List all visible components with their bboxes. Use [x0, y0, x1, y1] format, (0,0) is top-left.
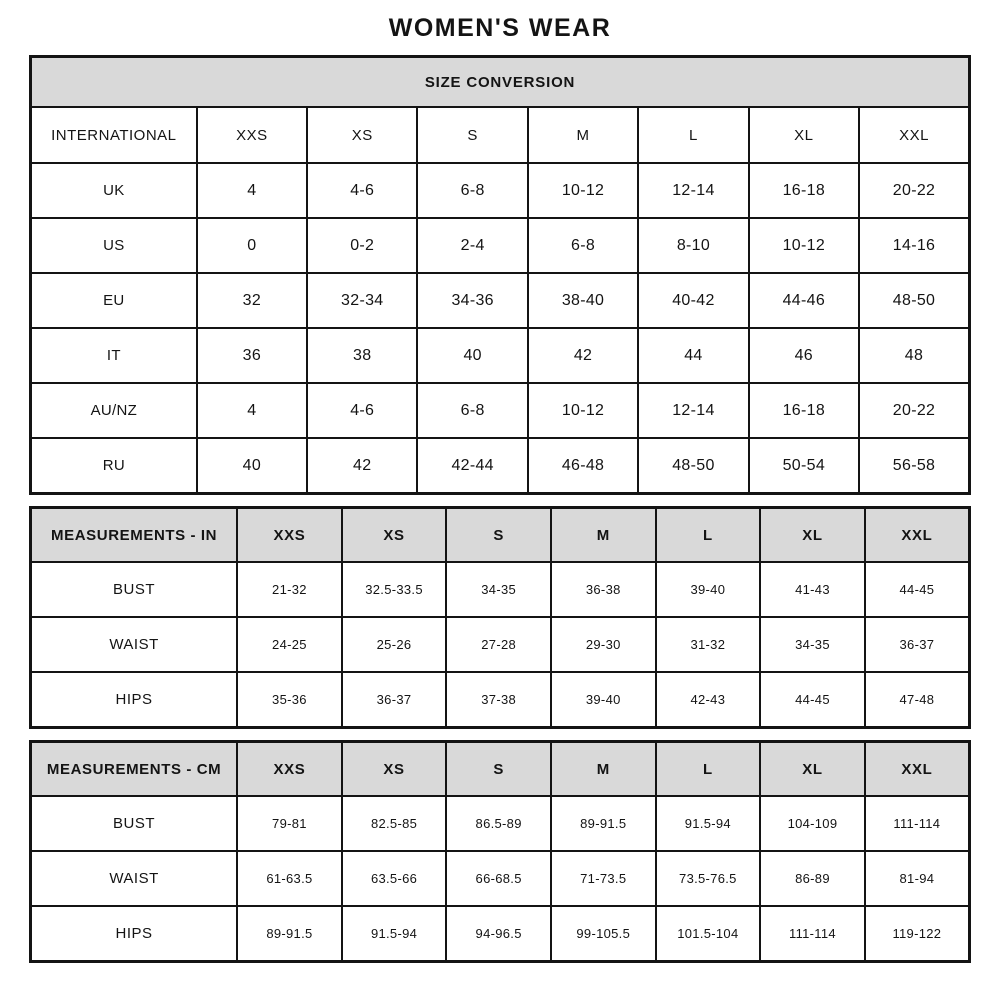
value-cell: 82.5-85 — [342, 796, 447, 851]
value-cell: 47-48 — [865, 672, 970, 728]
size-column-header: XL — [749, 107, 859, 163]
measurements-in-title: MEASUREMENTS - IN — [31, 508, 238, 563]
value-cell: 6-8 — [417, 383, 527, 438]
value-cell: 12-14 — [638, 383, 748, 438]
value-cell: 48-50 — [638, 438, 748, 494]
value-cell: 10-12 — [749, 218, 859, 273]
size-column-header: XXS — [237, 508, 342, 563]
row-label: HIPS — [31, 672, 238, 728]
value-cell: 32-34 — [307, 273, 417, 328]
value-cell: 25-26 — [342, 617, 447, 672]
value-cell: 61-63.5 — [237, 851, 342, 906]
value-cell: 86-89 — [760, 851, 865, 906]
value-cell: 32 — [197, 273, 307, 328]
table-row — [31, 617, 970, 672]
row-label: US — [31, 218, 197, 273]
table-row — [31, 796, 970, 851]
value-cell: 50-54 — [749, 438, 859, 494]
value-cell: 0 — [197, 218, 307, 273]
value-cell: 81-94 — [865, 851, 970, 906]
table-row — [31, 328, 970, 383]
size-column-header: INTERNATIONAL — [31, 107, 197, 163]
value-cell: 21-32 — [237, 562, 342, 617]
size-column-header: XXL — [865, 508, 970, 563]
size-column-header: M — [551, 742, 656, 797]
row-label: BUST — [31, 796, 238, 851]
value-cell: 40 — [197, 438, 307, 494]
value-cell: 91.5-94 — [342, 906, 447, 962]
value-cell: 79-81 — [237, 796, 342, 851]
table-row — [31, 273, 970, 328]
measurements-cm-table — [29, 740, 971, 963]
value-cell: 38 — [307, 328, 417, 383]
value-cell: 4 — [197, 383, 307, 438]
measurements-in-header-row — [31, 508, 970, 563]
value-cell: 48-50 — [859, 273, 969, 328]
row-label: WAIST — [31, 851, 238, 906]
value-cell: 44-45 — [760, 672, 865, 728]
value-cell: 6-8 — [528, 218, 638, 273]
table-row — [31, 562, 970, 617]
measurements-cm-title: MEASUREMENTS - CM — [31, 742, 238, 797]
size-column-header: XXL — [859, 107, 969, 163]
table-row — [31, 906, 970, 962]
value-cell: 4 — [197, 163, 307, 218]
value-cell: 42-44 — [417, 438, 527, 494]
value-cell: 16-18 — [749, 163, 859, 218]
value-cell: 27-28 — [446, 617, 551, 672]
value-cell: 20-22 — [859, 383, 969, 438]
value-cell: 42-43 — [656, 672, 761, 728]
size-column-header: L — [656, 742, 761, 797]
size-column-header: L — [638, 107, 748, 163]
value-cell: 36-37 — [865, 617, 970, 672]
size-column-header: S — [446, 742, 551, 797]
value-cell: 24-25 — [237, 617, 342, 672]
value-cell: 111-114 — [760, 906, 865, 962]
value-cell: 4-6 — [307, 163, 417, 218]
table-row — [31, 383, 970, 438]
value-cell: 6-8 — [417, 163, 527, 218]
value-cell: 89-91.5 — [551, 796, 656, 851]
value-cell: 89-91.5 — [237, 906, 342, 962]
size-column-header: M — [528, 107, 638, 163]
value-cell: 99-105.5 — [551, 906, 656, 962]
value-cell: 91.5-94 — [656, 796, 761, 851]
value-cell: 66-68.5 — [446, 851, 551, 906]
value-cell: 31-32 — [656, 617, 761, 672]
value-cell: 2-4 — [417, 218, 527, 273]
size-column-header: XXS — [237, 742, 342, 797]
row-label: EU — [31, 273, 197, 328]
value-cell: 10-12 — [528, 383, 638, 438]
value-cell: 34-35 — [760, 617, 865, 672]
value-cell: 14-16 — [859, 218, 969, 273]
size-column-header: XS — [342, 508, 447, 563]
value-cell: 34-35 — [446, 562, 551, 617]
size-column-header: XXS — [197, 107, 307, 163]
value-cell: 40 — [417, 328, 527, 383]
value-cell: 39-40 — [656, 562, 761, 617]
row-label: UK — [31, 163, 197, 218]
table-row — [31, 438, 970, 494]
value-cell: 32.5-33.5 — [342, 562, 447, 617]
value-cell: 48 — [859, 328, 969, 383]
value-cell: 20-22 — [859, 163, 969, 218]
row-label: HIPS — [31, 906, 238, 962]
measurements-cm-header-row — [31, 742, 970, 797]
value-cell: 101.5-104 — [656, 906, 761, 962]
page-title: WOMEN'S WEAR — [388, 14, 612, 42]
size-column-header: S — [446, 508, 551, 563]
value-cell: 56-58 — [859, 438, 969, 494]
value-cell: 42 — [307, 438, 417, 494]
value-cell: 34-36 — [417, 273, 527, 328]
size-column-header: XL — [760, 508, 865, 563]
value-cell: 8-10 — [638, 218, 748, 273]
size-column-header: XS — [307, 107, 417, 163]
value-cell: 42 — [528, 328, 638, 383]
size-column-header: XXL — [865, 742, 970, 797]
value-cell: 119-122 — [865, 906, 970, 962]
size-column-header: M — [551, 508, 656, 563]
value-cell: 29-30 — [551, 617, 656, 672]
value-cell: 4-6 — [307, 383, 417, 438]
value-cell: 16-18 — [749, 383, 859, 438]
value-cell: 40-42 — [638, 273, 748, 328]
size-conversion-table — [29, 55, 971, 495]
value-cell: 37-38 — [446, 672, 551, 728]
value-cell: 46 — [749, 328, 859, 383]
size-column-header: L — [656, 508, 761, 563]
table-row — [31, 163, 970, 218]
row-label: IT — [31, 328, 197, 383]
value-cell: 86.5-89 — [446, 796, 551, 851]
row-label: AU/NZ — [31, 383, 197, 438]
value-cell: 73.5-76.5 — [656, 851, 761, 906]
value-cell: 36-37 — [342, 672, 447, 728]
value-cell: 41-43 — [760, 562, 865, 617]
size-column-header: XS — [342, 742, 447, 797]
value-cell: 39-40 — [551, 672, 656, 728]
size-conversion-title: SIZE CONVERSION — [31, 57, 970, 108]
value-cell: 46-48 — [528, 438, 638, 494]
row-label: BUST — [31, 562, 238, 617]
value-cell: 104-109 — [760, 796, 865, 851]
size-conversion-banner-row — [31, 57, 970, 108]
value-cell: 10-12 — [528, 163, 638, 218]
table-row — [31, 672, 970, 728]
value-cell: 0-2 — [307, 218, 417, 273]
row-label: WAIST — [31, 617, 238, 672]
value-cell: 44 — [638, 328, 748, 383]
value-cell: 44-45 — [865, 562, 970, 617]
value-cell: 38-40 — [528, 273, 638, 328]
row-label: RU — [31, 438, 197, 494]
size-conversion-columns-row — [31, 107, 970, 163]
size-column-header: XL — [760, 742, 865, 797]
value-cell: 35-36 — [237, 672, 342, 728]
value-cell: 44-46 — [749, 273, 859, 328]
value-cell: 111-114 — [865, 796, 970, 851]
value-cell: 12-14 — [638, 163, 748, 218]
value-cell: 63.5-66 — [342, 851, 447, 906]
table-row — [31, 218, 970, 273]
value-cell: 36-38 — [551, 562, 656, 617]
value-cell: 94-96.5 — [446, 906, 551, 962]
value-cell: 36 — [197, 328, 307, 383]
measurements-in-table — [29, 506, 971, 729]
table-row — [31, 851, 970, 906]
size-column-header: S — [417, 107, 527, 163]
value-cell: 71-73.5 — [551, 851, 656, 906]
